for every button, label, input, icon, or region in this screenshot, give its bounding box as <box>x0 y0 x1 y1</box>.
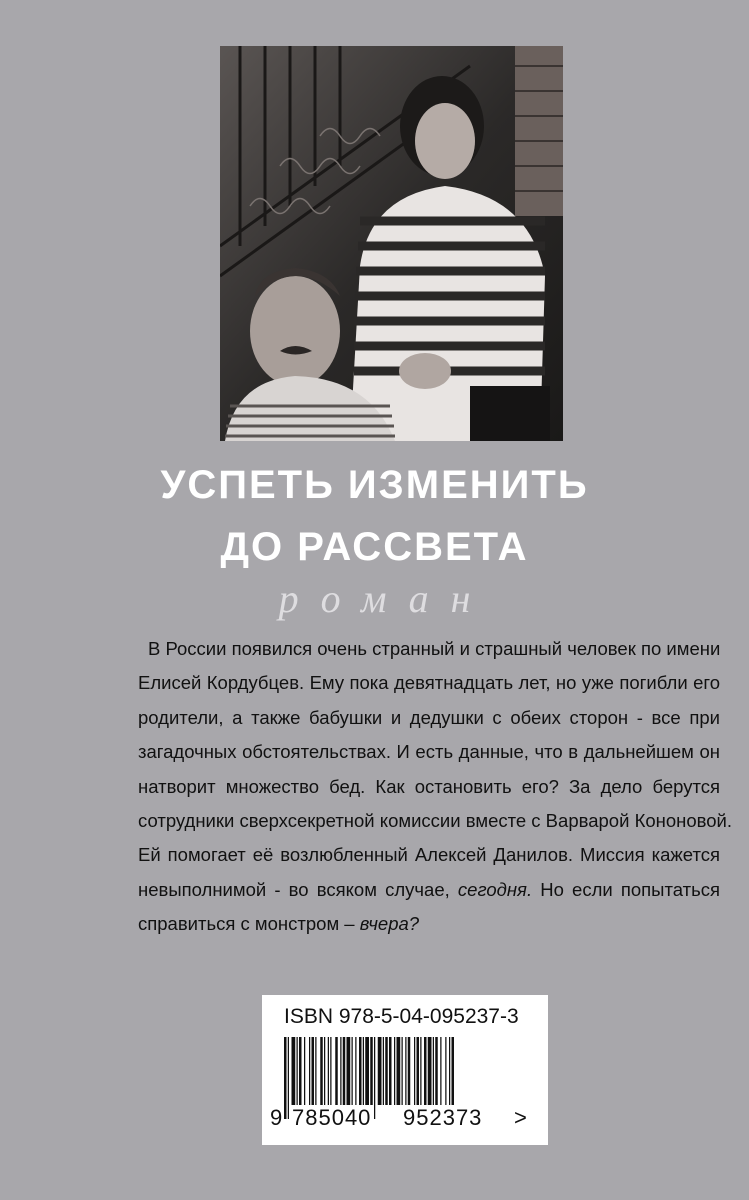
barcode-digits-right: 952373 <box>403 1105 483 1130</box>
barcode-bar <box>340 1037 341 1105</box>
barcode-bar <box>328 1037 329 1105</box>
isbn-barcode-panel <box>262 995 548 1145</box>
barcode-bar <box>435 1037 438 1105</box>
barcode-bar <box>363 1037 364 1105</box>
book-title-line-2: ДО РАССВЕТА <box>220 525 529 569</box>
barcode-bar <box>428 1037 432 1105</box>
barcode-bar <box>383 1037 384 1105</box>
barcode-bar <box>420 1037 421 1105</box>
barcode-bar <box>315 1037 316 1105</box>
barcode-bar <box>385 1037 388 1105</box>
barcode-bar <box>389 1037 392 1105</box>
book-title-line-1: УСПЕТЬ ИЗМЕНИТЬ <box>160 463 589 507</box>
annotation-line: натворит множество бед. Как остановить его? За дело берутся <box>138 775 720 797</box>
barcode-bar <box>405 1037 406 1105</box>
barcode-bar <box>297 1037 298 1105</box>
annotation-italic: вчера? <box>359 913 420 935</box>
barcode-bar <box>330 1037 331 1105</box>
barcode-bar <box>324 1037 325 1105</box>
barcode-bar <box>292 1037 296 1105</box>
author-photo <box>220 46 563 441</box>
barcode-bar <box>440 1037 441 1105</box>
annotation-text: невыполнимой - во всяком случае, <box>138 878 450 900</box>
barcode-bar <box>370 1037 373 1105</box>
barcode-bar <box>343 1037 346 1105</box>
annotation-line: сотрудники сверхсекретной комиссии вместе с Варварой Кононовой. <box>138 810 733 832</box>
barcode-bar <box>355 1037 356 1105</box>
barcode-bar <box>402 1037 403 1105</box>
annotation-line: загадочных обстоятельствах. И есть данные, что в дальнейшем он <box>138 741 720 763</box>
barcode-bar <box>452 1037 455 1105</box>
barcode-bar <box>378 1037 382 1105</box>
barcode-bar <box>284 1037 287 1119</box>
barcode-bar <box>449 1037 450 1105</box>
barcode-bar <box>408 1037 411 1105</box>
annotation-italic: сегодня. <box>457 878 533 900</box>
barcode-bar <box>359 1037 362 1105</box>
barcode-bar <box>397 1037 401 1105</box>
annotation-text: справиться с монстром – <box>138 913 355 935</box>
barcode-bar <box>424 1037 427 1105</box>
barcode-bar <box>433 1037 434 1105</box>
barcode-bar <box>417 1037 420 1105</box>
barcode-bar <box>347 1037 351 1105</box>
isbn-number: ISBN 978-5-04-095237-3 <box>284 1005 519 1028</box>
barcode-bar <box>304 1037 305 1105</box>
barcode-bar <box>365 1037 369 1105</box>
barcode-bar <box>299 1037 302 1105</box>
annotation-text: Но если попытаться <box>540 878 721 900</box>
barcode-bar <box>320 1037 323 1105</box>
barcode-bar <box>445 1037 446 1105</box>
barcode-bar <box>374 1037 375 1119</box>
annotation-line: родители, а также бабушки и дедушки с обеих сторон - все при <box>138 706 720 728</box>
book-annotation <box>138 632 733 942</box>
annotation-line <box>138 907 720 941</box>
barcode-bar <box>414 1037 415 1105</box>
barcode-digits-left: 785040 <box>292 1105 372 1130</box>
annotation-line <box>138 873 720 907</box>
barcode-bar <box>309 1037 310 1105</box>
annotation-line: Ей помогает её возлюбленный Алексей Данилов. Миссия кажется <box>138 844 720 866</box>
barcode-digit-first: 9 <box>270 1105 284 1130</box>
barcode-bar <box>312 1037 315 1105</box>
annotation-line: Елисей Кордубцев. Ему пока девятнадцать лет, но уже погибли его <box>138 672 720 694</box>
barcode-bar <box>288 1037 289 1119</box>
barcode-bar <box>335 1037 338 1105</box>
annotation-line: В России появился очень странный и страшный человек по имени <box>148 638 721 659</box>
genre-label: роман <box>278 576 493 621</box>
barcode-bar <box>352 1037 353 1105</box>
barcode-end-marker: > <box>514 1105 528 1130</box>
barcode-bar <box>394 1037 395 1105</box>
